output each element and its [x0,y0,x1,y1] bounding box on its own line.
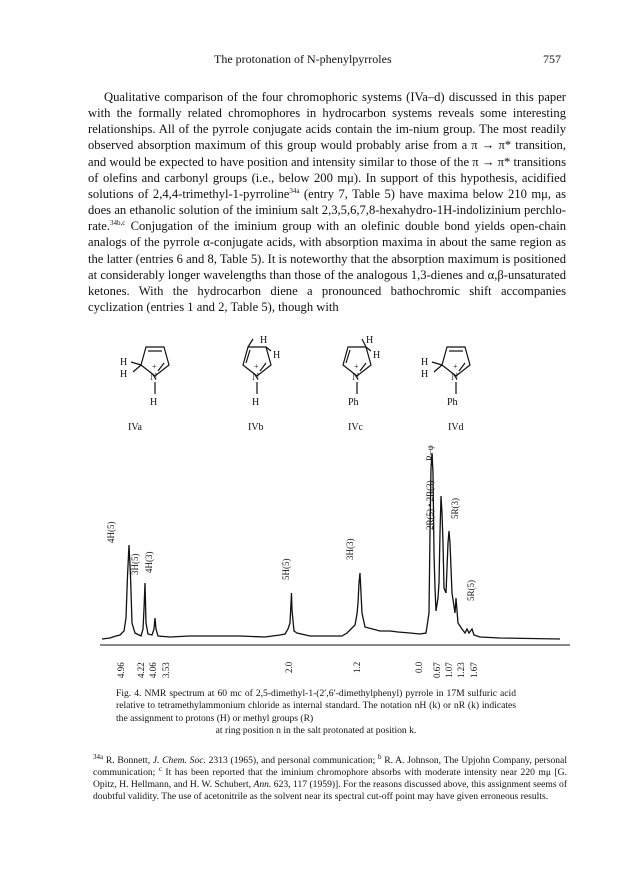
structure-label: IVa [128,422,142,433]
svg-text:+: + [453,362,458,371]
figure-caption [116,688,516,737]
peak-label: 5H(5) [281,558,291,580]
footnote-journal: J. Chem. Soc. [152,755,206,766]
footnote-text: R. Bonnett, [103,755,153,766]
peak-label: R–φ [425,445,435,461]
svg-text:N: N [352,372,360,383]
footnote-journal: Ann. [253,779,272,791]
axis-value: 4.22 [136,662,146,678]
structure-label: IVd [448,422,464,433]
axis-value: 0.67 [432,662,442,678]
peak-label: 3H(5) [130,553,140,575]
structure-label: IVb [248,422,264,433]
footnote-text: 2313 (1965), and personal communication; [205,755,378,766]
svg-text:H: H [373,350,381,361]
svg-text:H: H [421,357,429,368]
body-text-c: Conjugation of the iminium group with an olefinic double bond yields open-chain analogs of the pyrrole α-conjugate acids, with absorption maxima in about the same region as the latter (entries 6 and 8, Table 5). It is noteworthy that the absorption maximum is positioned at considerably longer wavelengths than those of the analogous 1,3-dienes and α,β-unsaturated ketones. With the hydrocarbon diene a pronounced bathochromic shift accompanies cyclization (entries 1 and 2, Table 5), though with [88,219,566,315]
structure-iva [131,347,169,394]
peak-label: 2R(5) • 2R(3) [425,480,435,530]
svg-text:H: H [421,369,429,380]
axis-value: 4.96 [116,662,126,678]
figure-number: Fig. 4. [116,688,142,699]
svg-text:+: + [254,362,259,371]
structure-diagrams [80,333,580,443]
structure-ivd [432,347,470,394]
footnote-text: It has been reported that the iminium chromophore absorbs with moderate intensity near 220 mμ [G. Opitz, H. Hellmann, and H. W. Schubert, [93,767,567,791]
peak-label: 3H(3) [345,538,355,560]
svg-text:N: N [451,372,459,383]
axis-value: 1.07 [444,662,454,678]
peak-label: 5R(3) [450,498,460,519]
axis-value: 2.0 [284,661,294,673]
footnote-text: 623, 117 (1959)]. For the reasons discussed above, this assignment seems of doubtful validity. The use of acetonitrile as the solvent near its spectral cut-off point may have given erroneous results. [93,779,568,803]
figure [80,333,580,683]
footnote-mark: 34a [93,752,104,761]
reference-mark: 34a [289,186,300,195]
body-paragraph [88,89,566,315]
svg-text:N: N [252,372,260,383]
nmr-spectrum [80,433,580,683]
peak-label: 4H(5) [106,521,116,543]
svg-text:H: H [120,369,128,380]
spectrum-trace [102,453,560,639]
caption-text: NMR spectrum at 60 mc of 2,5-dimethyl-1-(2′,6′-dimethylphenyl) pyrrole in 17M sulfuric acid relative to tetramethylammonium chloride as internal standard. The notation nH (k) or nR (k) indicates the assignment to protons (H) or methyl groups (R) [116,688,516,724]
svg-text:H: H [150,397,158,408]
svg-text:H: H [273,350,281,361]
running-head: The protonation of N-phenylpyrroles [214,52,392,66]
svg-text:+: + [354,362,359,371]
footnote-text: R. A. Johnson, The Upjohn Company, personal communication; [93,755,567,779]
svg-text:Ph: Ph [447,397,458,408]
axis-value: 1.67 [469,662,479,678]
svg-text:H: H [120,357,128,368]
page-header [0,52,624,68]
axis-value: 0.0 [414,661,424,673]
page-number: 757 [543,52,561,66]
axis-value: 4.06 [148,662,158,678]
footnote-mark: c [158,764,162,773]
structure-label: IVc [348,422,363,433]
caption-last-line: at ring position n in the salt protonated at position k. [215,724,417,736]
axis-value: 1.2 [352,661,362,673]
svg-text:H: H [260,335,268,346]
svg-text:+: + [152,362,157,371]
footnote-mark: b [378,752,382,761]
reference-mark: 34b,c [110,219,126,228]
axis-value: 3.53 [161,662,171,678]
svg-text:H: H [366,335,374,346]
svg-text:N: N [150,372,158,383]
body-text-a: Qualitative comparison of the four chromophoric systems (IVa–d) discussed in this paper with the formally related chromophores in hydrocarbon systems reveals some interesting relationships. All of the pyrrole conjugate acids contain the im-nium group. The most readily observed absorption maximum of this group would probably arise from a π → π* transition, and would be expected to have position and intensity similar to those of the π → π* transitions of olefins and carbonyl groups (i.e., below 200 mμ). In support of this hypothesis, acidified solutions of 2,4,4-trimethyl-1-pyrroline [88,90,566,201]
svg-text:Ph: Ph [348,397,359,408]
body-text-b: (entry 7, Table 5) have maxima below 210 mμ, as does an ethanolic solution of the iminium salt 2,3,5,6,7,8-hexahydro-1H-indolizinium perchlo-rate. [88,186,567,234]
peak-label: 4H(3) [144,551,154,573]
axis-value: 1.23 [456,662,466,678]
footnotes [93,752,568,803]
peak-label: 5R(5) [466,580,476,601]
svg-text:H: H [252,397,260,408]
